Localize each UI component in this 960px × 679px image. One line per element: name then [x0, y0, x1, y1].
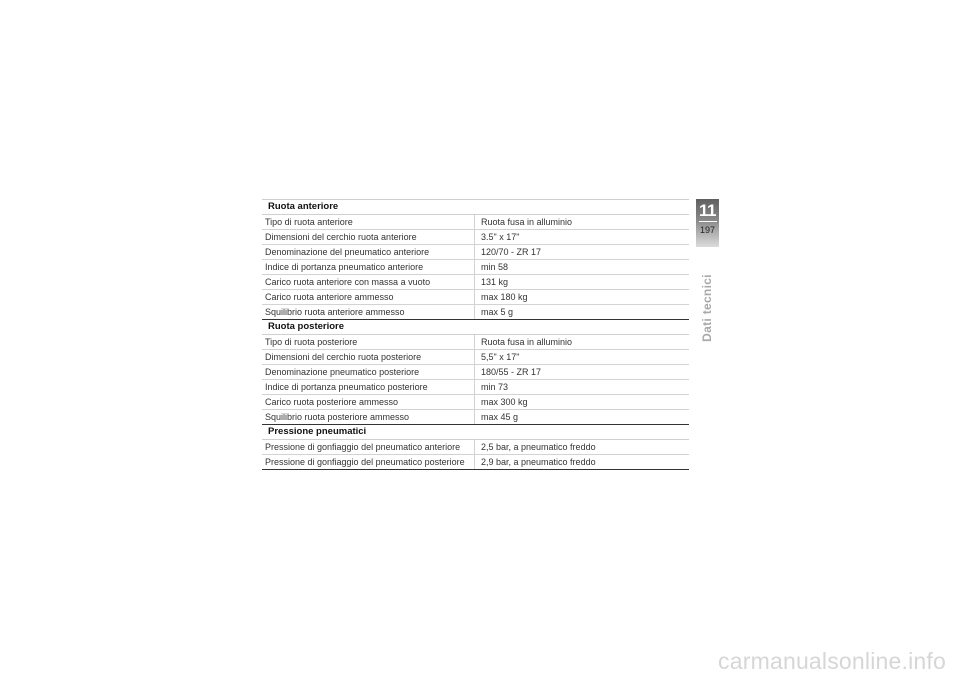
table-row — [262, 380, 689, 395]
row-value: 180/55 - ZR 17 — [481, 367, 542, 377]
row-value: max 180 kg — [481, 292, 528, 302]
row-label: Dimensioni del cerchio ruota posteriore — [262, 350, 475, 364]
row-label: Tipo di ruota anteriore — [262, 215, 475, 229]
row-label: Indice di portanza pneumatico anteriore — [262, 260, 475, 274]
row-label: Carico ruota posteriore ammesso — [262, 395, 475, 409]
row-value: 5,5" x 17" — [481, 352, 520, 362]
row-label: Denominazione del pneumatico anteriore — [262, 245, 475, 259]
table-row — [262, 230, 689, 245]
table-row — [262, 365, 689, 380]
row-value: 120/70 - ZR 17 — [481, 247, 542, 257]
chapter-tab — [696, 199, 719, 247]
row-value: Ruota fusa in alluminio — [481, 217, 573, 227]
section-header-front-wheel: Ruota anteriore — [262, 200, 689, 215]
table-row — [262, 290, 689, 305]
table-row — [262, 350, 689, 365]
row-label: Squilibrio ruota posteriore ammesso — [262, 410, 475, 424]
table-row — [262, 335, 689, 350]
watermark: carmanualsonline.info — [718, 648, 946, 674]
row-label: Pressione di gonfiaggio del pneumatico posteriore — [262, 455, 475, 469]
row-value: min 58 — [481, 262, 509, 272]
table-row — [262, 410, 689, 425]
row-value: max 45 g — [481, 412, 519, 422]
row-label: Denominazione pneumatico posteriore — [262, 365, 475, 379]
row-label: Pressione di gonfiaggio del pneumatico anteriore — [262, 440, 475, 454]
section-header-rear-wheel: Ruota posteriore — [262, 320, 689, 335]
row-label: Carico ruota anteriore ammesso — [262, 290, 475, 304]
table-row — [262, 215, 689, 230]
row-value: 3.5" x 17" — [481, 232, 520, 242]
table-row — [262, 455, 689, 470]
row-value: 131 kg — [481, 277, 509, 287]
table-row — [262, 260, 689, 275]
table-row — [262, 275, 689, 290]
row-label: Dimensioni del cerchio ruota anteriore — [262, 230, 475, 244]
table-row — [262, 245, 689, 260]
row-label: Tipo di ruota posteriore — [262, 335, 475, 349]
chapter-title: Dati tecnici — [700, 274, 714, 342]
section-header-tire-pressure: Pressione pneumatici — [262, 425, 689, 440]
table-row — [262, 305, 689, 320]
row-value: 2,9 bar, a pneumatico freddo — [481, 457, 596, 467]
spec-table — [262, 199, 689, 470]
row-value: max 5 g — [481, 307, 514, 317]
table-row — [262, 440, 689, 455]
row-value: 2,5 bar, a pneumatico freddo — [481, 442, 596, 452]
page-number: 197 — [699, 225, 716, 235]
chapter-number: 11 — [699, 201, 716, 220]
table-row — [262, 395, 689, 410]
row-value: max 300 kg — [481, 397, 528, 407]
row-label: Indice di portanza pneumatico posteriore — [262, 380, 475, 394]
row-label: Carico ruota anteriore con massa a vuoto — [262, 275, 475, 289]
row-value: min 73 — [481, 382, 509, 392]
row-label: Squilibrio ruota anteriore ammesso — [262, 305, 475, 319]
row-value: Ruota fusa in alluminio — [481, 337, 573, 347]
